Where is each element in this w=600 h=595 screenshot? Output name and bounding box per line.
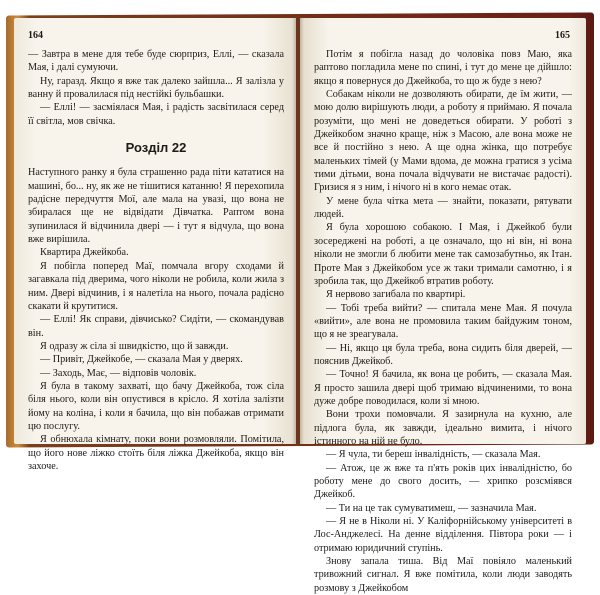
paragraph: — Атож, це ж вже та п'ять років цих інвалідністю, бо роботу мене до свого досить, — хрипко розсміявся Джейкоб. [314,462,572,501]
paragraph: Собакам ніколи не дозволяють обирати, де їм жити, — мою долю вирішують люди, а роботу я приймаю. Я почала розуміти, що мені не доведеться обирати. У роботі з Джейкобом значно краще, ніж з Масою, але вона може не все й постійно з нею. А ще одна жінка, що потребує маленьких тімей (у Мами вдома, де можна гратися з усіма тими дітьми, вона почала відчувати не вистачає радості). Гризися я з ним, і нічого ні в кого немає отак. [314,89,572,194]
paragraph: Квартира Джейкоба. [40,247,129,259]
right-page-number: 165 [555,30,570,41]
paragraph: Я нервово загибала по квартирі. [326,289,466,301]
paragraph: Я побігла поперед Маї, помчала вгору сходами й загавкала під дверима, чого ніколи не робила, коли жила з ним. Двері відчинив, і я налетіла на нього, почала радісно скакати й крутитися. [28,260,284,312]
paragraph: — Ні, якщо ця була треба, вона сидить біля дверей, — пояснив Джейкоб. [314,342,572,367]
paragraph: — Еллі! — засміялася Мая, і радість засвітилася серед її світла, мов свічка. [28,102,284,127]
paragraph: — Я чула, ти береш інвалідність, — сказала Мая. [326,449,541,461]
chapter-title: Розділ 22 [125,140,187,156]
left-page-text [28,48,284,473]
paragraph: Я була в такому захваті, що бачу Джейкоба, тож сіла біля нього, коли він опустився в крісло. Я хотіла залізти йому на коліна, і коли я бачила, що він побажав отримати цю послугу. [28,380,284,432]
paragraph: Я була хорошою собакою. І Мая, і Джейкоб були зосереджені на роботі, а це означало, що ні він, ні вона ніколи не змогли б любити мене так самозабутньо, як Ітан. Проте Мая з Джейкобом усе ж таки тримали самотню, і я зробила так, що Джейкоб втратив роботу. [314,222,572,287]
left-page [14,18,296,472]
book-gutter [292,16,304,446]
paragraph: Ну, гаразд. Якщо я вже так далеко зайшла... Я залізла у ванну й провалилася під нестійкі бульбашки. [28,75,284,101]
paragraph: — Я не в Ніколи ні. У Каліфорнійському університеті в Лос-Анджелесі. На денне відділення. Півтора роки — і отримаю юридичний ступінь. [314,516,572,554]
paragraph: — Точно! Я бачила, як вона це робить, — сказала Мая. Я просто зашила двері щоб тримаю відчиненими, то вона дуже добре поводилася, коли зі мною. [314,369,572,407]
paragraph: Знову запала тиша. Від Маї повіяло маленький тривожний сигнал. Я вже помітила, коли люди заводять розмову з Джейкобом [314,556,572,594]
paragraph: — Заходь, Має, — відповів чоловік. [40,367,197,379]
paragraph: — Еллі! Як справи, дівчисько? Сидіти, — скомандував він. [28,314,284,339]
paragraph: Потім я побігла назад до чоловіка повз Маю, яка раптово погладила мене по спині, і тут до мене це дійшло: якщо я повернуся до Джейкоба, то що ж буде з нею? [314,49,572,87]
left-page-number: 164 [28,30,43,41]
paragraph: — Привіт, Джейкобе, — сказала Мая у дверях. [40,354,243,366]
paragraph: — Тобі треба вийти? — спитала мене Мая. Я почула «вийти», але вона не промовила таким байдужим тоном, що я не зреагувала. [314,302,572,341]
paragraph: Наступного ранку я була страшенно рада піти кататися на машині, бо... ну, як же не тішитися катанню! Я перехопила радісне передчуття Мої, але мала на увазі, що вона не збиралася ще не відвідати Дівчатка. Раптом вона зупинилася й відчинила двері — і тут я відчула, що вона вже вирішила. [28,167,284,246]
paragraph: — Ти на це так сумуватимеш, — зазначила Мая. [326,502,537,514]
paragraph: Я одразу ж сіла зі швидкістю, що й завжди. [40,340,229,352]
paragraph: Вони трохи помовчали. Я зазирнула на кухню, але підлога була, як завжди, ідеально вимита, і нічого істинного на ній не було. [314,409,572,447]
paragraph: У мене була чітка мета — знайти, показати, рятувати людей. [314,195,572,221]
paragraph: Я обнюхала кімнату, поки вони розмовляли. Помітила, що його нове ліжко стоїть біля ліжка Джейкоба, якщо він захоче. [28,434,284,472]
paragraph: — Завтра в мене для тебе буде сюрприз, Еллі, — сказала Мая, і далі сумуючи. [28,49,284,74]
right-page-text [314,48,572,595]
right-page [300,18,586,594]
